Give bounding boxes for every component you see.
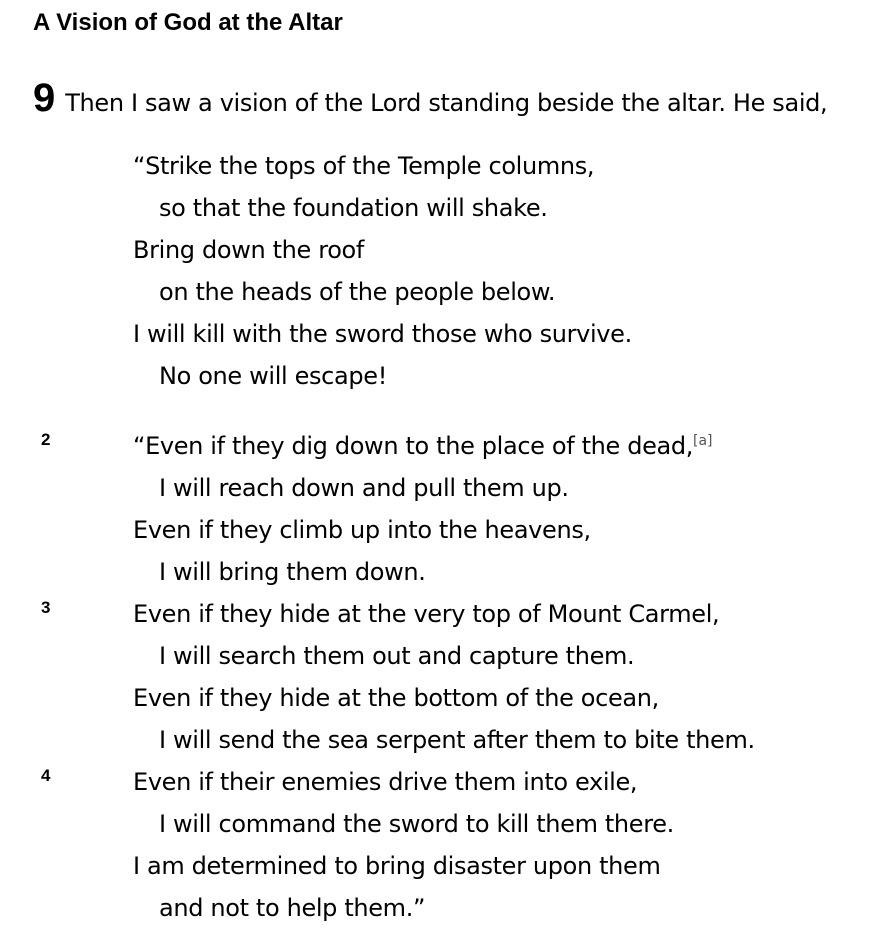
verse-1-intro — [33, 76, 827, 121]
poem-line: Even if they climb up into the heavens, — [133, 516, 591, 544]
poem-line: and not to help them.” — [159, 894, 426, 922]
poem-line: I will bring them down. — [159, 558, 426, 586]
verse-number: 3 — [41, 598, 51, 617]
poem-line: Even if they hide at the bottom of the ocean, — [133, 684, 659, 712]
footnote-link[interactable]: [a] — [693, 433, 713, 449]
poem-line: Bring down the roof — [133, 236, 364, 264]
poem-line: I will search them out and capture them. — [159, 642, 635, 670]
poem-line: I will kill with the sword those who survive. — [133, 320, 632, 348]
verse-number: 2 — [41, 430, 51, 449]
intro-text: Then I saw a vision of the Lord standing beside the altar. He said, — [65, 89, 828, 117]
poem-line: I am determined to bring disaster upon them — [133, 852, 661, 880]
poem-line: 2 “Even if they dig down to the place of the dead,[a] — [0, 425, 880, 467]
verse-number: 4 — [41, 766, 51, 785]
poem-line: on the heads of the people below. — [159, 278, 556, 306]
poem-line: so that the foundation will shake. — [159, 194, 548, 222]
poem-line: 4 Even if their enemies drive them into exile, — [0, 761, 880, 803]
poem-line: “Strike the tops of the Temple columns, — [133, 152, 595, 180]
poem-line: I will command the sword to kill them there. — [159, 810, 674, 838]
stanza-2 — [0, 425, 880, 929]
chapter-number: 9 — [33, 76, 56, 120]
section-heading: A Vision of God at the Altar — [33, 9, 343, 36]
stanza-1 — [0, 145, 880, 397]
poem-line: I will send the sea serpent after them to bite them. — [159, 726, 755, 754]
poem-line: 3 Even if they hide at the very top of Mount Carmel, — [0, 593, 880, 635]
poem-line: No one will escape! — [159, 362, 387, 390]
poem-line: I will reach down and pull them up. — [159, 474, 569, 502]
